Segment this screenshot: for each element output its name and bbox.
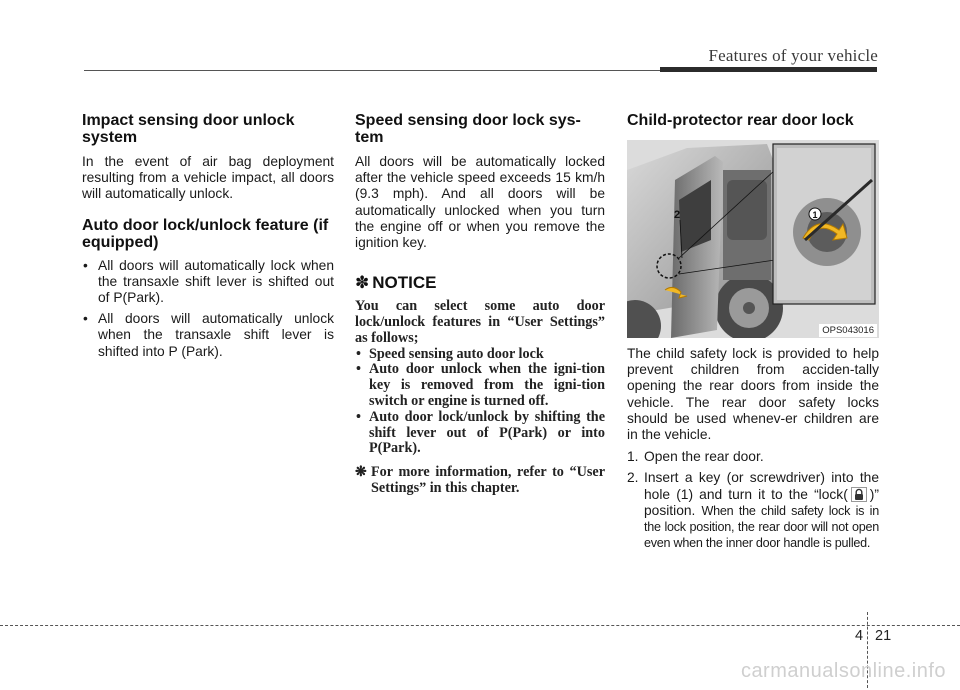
list-item: • Auto door lock/unlock by shifting the shift lever out of P(Park) or into P(Park). xyxy=(355,410,605,457)
child-lock-text: The child safety lock is provided to help prevent children from acciden-tally opening the rear doors from inside the vehicle. The rear door safety locks should be used whenev-er children are in the vehicle. xyxy=(627,346,879,443)
speed-lock-heading: Speed sensing door lock sys-tem xyxy=(355,112,581,146)
header-rule xyxy=(84,70,660,71)
callout-1: 1 xyxy=(812,210,818,220)
list-item: • All doors will automatically unlock when the transaxle shift lever is shifted into P (Park). xyxy=(82,311,334,360)
child-lock-steps xyxy=(627,449,879,551)
lock-icon xyxy=(851,487,867,502)
header-rule-accent xyxy=(660,67,877,72)
section-title: Features of your vehicle xyxy=(708,46,878,65)
step-number: 2. xyxy=(627,470,639,486)
figure-caption: OPS043016 xyxy=(819,324,877,337)
step-text-tail: When the child safety lock is in the lock position, the rear door will not open even when the inner door handle is pulled. xyxy=(644,503,879,551)
list-item xyxy=(627,470,879,551)
auto-lock-list xyxy=(82,258,334,360)
more-info-mark: ❋ xyxy=(355,464,367,481)
notice-intro: You can select some auto door lock/unlock features in “User Settings” as follows; xyxy=(355,298,605,346)
impact-unlock-text: In the event of air bag deployment resulting from a vehicle impact, all doors will automatically unlock. xyxy=(82,154,334,202)
step-text-cont: )” position. xyxy=(644,486,879,518)
page-number-value: 21 xyxy=(875,628,892,644)
list-item: • Auto door unlock when the igni-tion key is removed from the igni-tion switch or engine is turned off. xyxy=(355,362,605,409)
footer-rule xyxy=(0,625,960,626)
notice-heading xyxy=(355,273,605,293)
column-middle xyxy=(355,112,605,497)
column-right xyxy=(627,112,879,556)
step-text: Open the rear door. xyxy=(644,449,764,465)
column-left xyxy=(82,112,334,365)
step-text: Insert a key (or screwdriver) into the hole (1) and turn it to the “lock( xyxy=(644,470,879,502)
notice-title: NOTICE xyxy=(372,273,437,293)
list-item: • Speed sensing auto door lock xyxy=(355,347,605,363)
more-info-text: For more information, refer to “User Settings” in this chapter. xyxy=(371,464,605,496)
speed-lock-text: All doors will be automatically locked after the vehicle speed exceeds 15 km/h (9.3 mph). And all doors will be automatically unlocked when you turn the engine off or when you remove the ignition key. xyxy=(355,154,605,251)
chapter-number: 4 xyxy=(855,628,864,644)
list-item: • All doors will automatically lock when the transaxle shift lever is shifted out of P(Park). xyxy=(82,258,334,307)
rear-door-illustration xyxy=(627,140,879,338)
auto-lock-heading: Auto door lock/unlock feature (if equipped) xyxy=(82,216,329,251)
child-lock-heading: Child-protector rear door lock xyxy=(627,112,854,129)
more-info-note xyxy=(355,465,605,497)
child-lock-figure xyxy=(627,140,879,338)
watermark: carmanualsonline.info xyxy=(740,660,946,682)
step-number: 1. xyxy=(627,449,639,465)
open-rear-door xyxy=(671,156,723,338)
callout-2: 2 xyxy=(674,209,681,221)
notice-list xyxy=(355,347,605,458)
impact-unlock-heading: Impact sensing door unlock system xyxy=(82,112,295,146)
notice-mark: ✽ xyxy=(355,273,370,293)
list-item xyxy=(627,449,879,465)
